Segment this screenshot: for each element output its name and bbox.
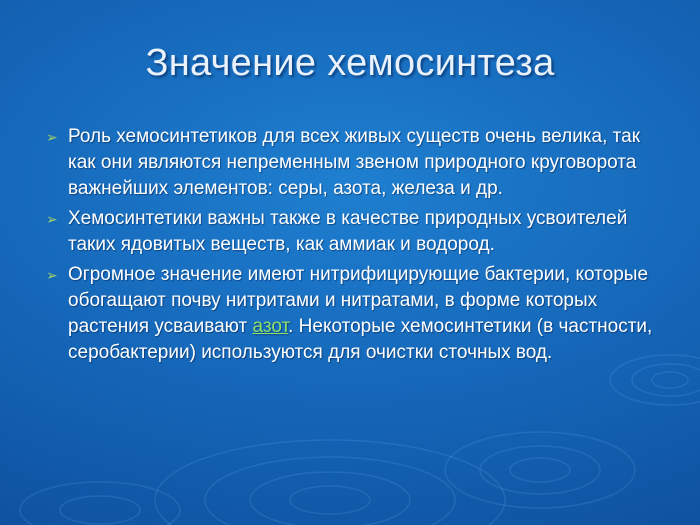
chevron-right-icon: ➢ bbox=[46, 129, 58, 145]
bullet-item bbox=[46, 206, 656, 258]
bullet-text: Роль хемосинтетиков для всех живых существ очень велика, так как они являются непременным звеном природного круговорота важнейших элементов: серы, азота, железа и др. bbox=[68, 126, 641, 199]
bullet-text: Хемосинтетики важны также в качестве природных усвоителей таких ядовитых веществ, как аммиак и водород. bbox=[68, 208, 628, 255]
nitrogen-link[interactable]: азот bbox=[252, 316, 289, 337]
chevron-right-icon: ➢ bbox=[46, 211, 58, 227]
bullet-item bbox=[46, 262, 656, 366]
chevron-right-icon: ➢ bbox=[46, 267, 58, 283]
bullet-list bbox=[46, 124, 656, 370]
bullet-text-after-link: . Некоторые хемосинтетики (в частности, серобактерии) используются для очистки сточных вод. bbox=[68, 316, 653, 363]
bullet-text-before-link: Огромное значение имеют нитрифицирующие бактерии, которые обогащают почву нитритами и нитратами, в форме которых растения усваивают bbox=[68, 264, 649, 337]
bullet-item bbox=[46, 124, 656, 202]
slide-title: Значение хемосинтеза bbox=[145, 42, 555, 84]
bullet-text bbox=[68, 264, 652, 363]
